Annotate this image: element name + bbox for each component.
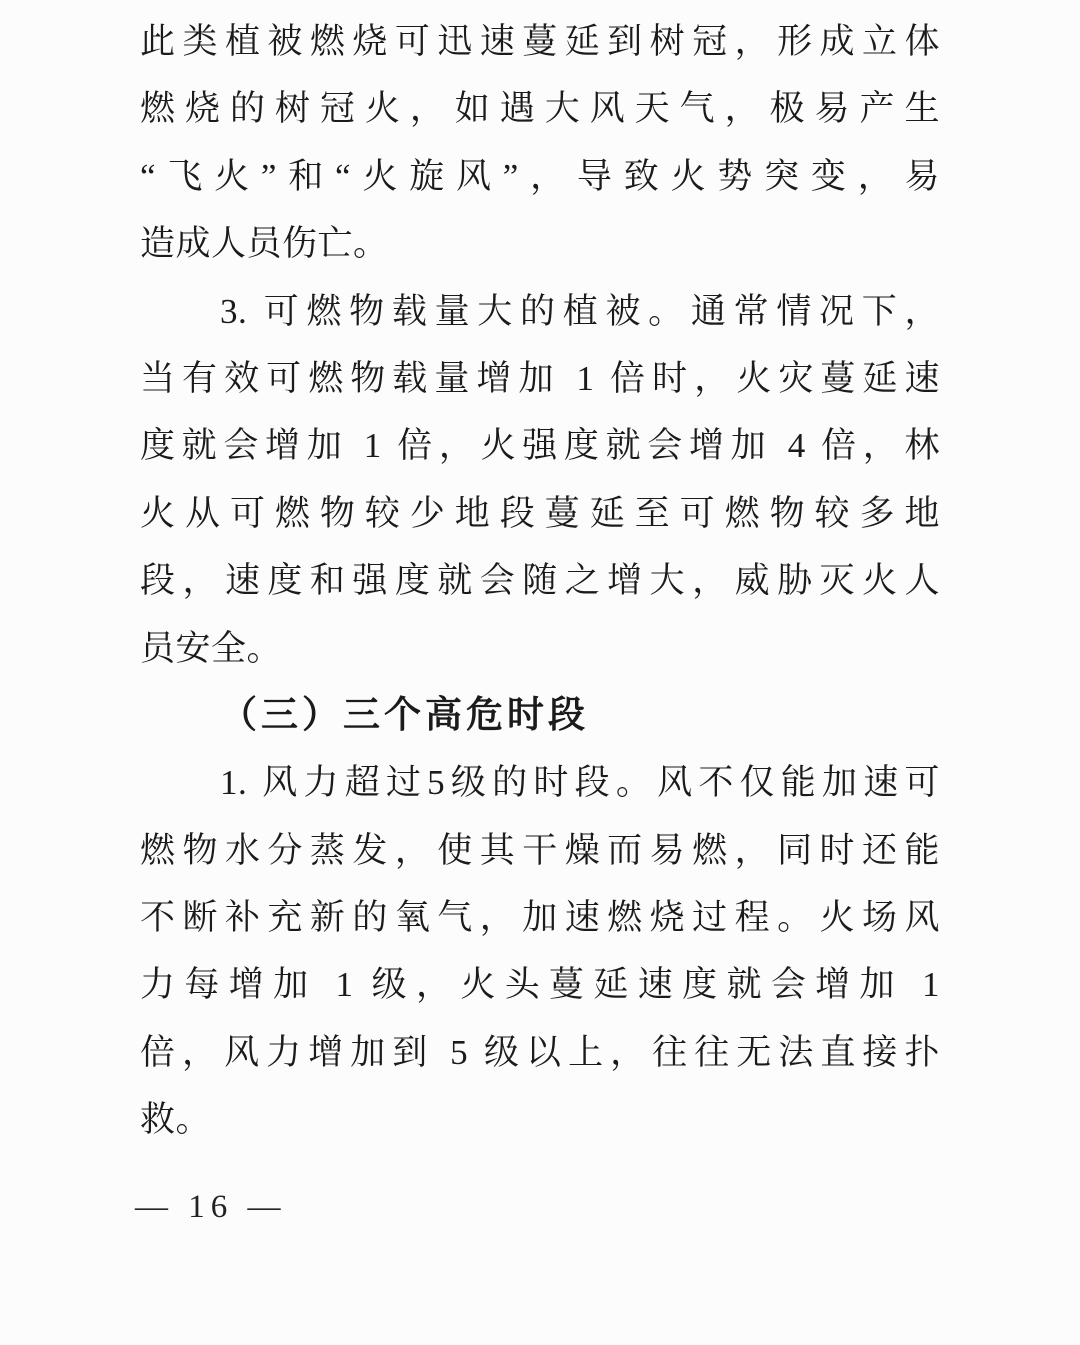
text-line: 倍，风力增加到 5 级以上，往往无法直接扑 bbox=[140, 1032, 940, 1072]
text-line: 此类植被燃烧可迅速蔓延到树冠，形成立体 bbox=[140, 22, 940, 61]
text-line: 3. 可燃物载量大的植被。通常情况下， bbox=[220, 291, 940, 331]
text-line: 燃烧的树冠火，如遇大风天气，极易产生 bbox=[140, 89, 940, 129]
text-line: 员安全。 bbox=[140, 628, 283, 668]
text-line: 不断补充新的氧气，加速燃烧过程。火场风 bbox=[140, 898, 940, 938]
text-line: 火从可燃物较少地段蔓延至可燃物较多地 bbox=[140, 493, 940, 533]
text-line: 段，速度和强度就会随之增大，威胁灭火人 bbox=[140, 561, 940, 601]
text-line: 燃物水分蒸发，使其干燥而易燃，同时还能 bbox=[140, 830, 940, 870]
text-line: 造成人员伤亡。 bbox=[140, 224, 389, 264]
text-block bbox=[140, 8, 940, 1154]
body-paragraph bbox=[140, 749, 940, 1153]
page-number: — 16 — bbox=[135, 1189, 287, 1225]
text-line: 1. 风力超过5级的时段。风不仅能加速可 bbox=[220, 763, 940, 803]
text-line: 度就会增加 1 倍，火强度就会增加 4 倍，林 bbox=[140, 426, 940, 466]
text-line: 当有效可燃物载量增加 1 倍时，火灾蔓延速 bbox=[140, 358, 940, 398]
text-line: “飞火”和“火旋风”，导致火势突变，易 bbox=[140, 156, 940, 196]
body-paragraph bbox=[140, 278, 940, 682]
heading-line: （三）三个高危时段 bbox=[220, 694, 589, 736]
body-paragraph bbox=[140, 8, 940, 278]
document-page bbox=[140, 8, 940, 1154]
text-line: 救。 bbox=[140, 1100, 212, 1140]
text-line: 力每增加 1 级，火头蔓延速度就会增加 1 bbox=[140, 965, 940, 1005]
section-heading bbox=[140, 682, 940, 749]
